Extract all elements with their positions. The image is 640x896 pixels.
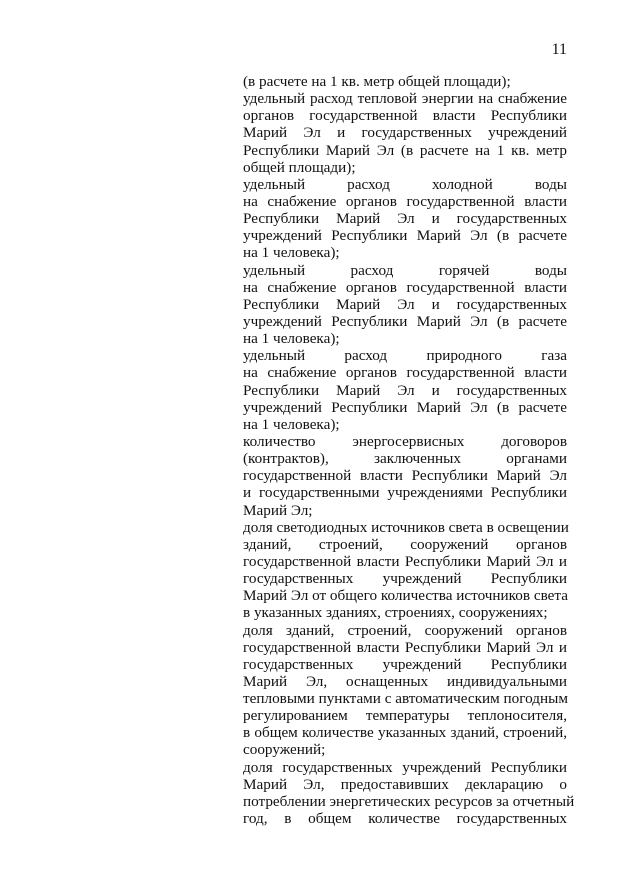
text-line: на 1 человека); [243,244,340,262]
text-line: сооружений; [243,741,326,759]
text-line: удельный расход холодной воды [243,175,567,193]
text-line: в общем количестве указанных зданий, строений, [243,724,567,742]
text-line: удельный расход горячей воды [243,261,567,279]
text-line: регулированием температуры теплоносителя, [243,707,567,725]
page-number: 11 [551,41,567,58]
text-line: органов государственной власти Республики [243,107,567,125]
text-line: год, в общем количестве государственных [243,810,567,828]
text-line: количество энергосервисных договоров [243,432,567,450]
text-line: на 1 человека); [243,415,340,433]
text-line: зданий, строений, сооружений органов [243,535,567,553]
text-line: учреждений Республики Марий Эл (в расчете [243,398,567,416]
text-line: учреждений Республики Марий Эл (в расчете [243,312,567,330]
text-line: государственной власти Республики Марий Эл и [243,552,567,570]
body-text [243,73,575,828]
text-line: учреждений Республики Марий Эл (в расчете [243,227,567,245]
text-line: тепловыми пунктами с автоматическим погодным [243,690,568,708]
text-line: доля государственных учреждений Республики [243,758,567,776]
text-line: государственной власти Республики Марий Эл [243,467,567,485]
text-line: (в расчете на 1 кв. метр общей площади); [243,73,511,90]
text-line: доля светодиодных источников света в освещении [243,518,569,536]
text-line: потреблении энергетических ресурсов за отчетный [243,792,575,810]
text-line: общей площади); [243,158,356,176]
text-line: государственных учреждений Республики [243,570,567,588]
text-line: удельный расход тепловой энергии на снабжение [243,90,567,108]
text-line: Марий Эл, оснащенных индивидуальными [243,672,567,690]
text-line: на снабжение органов государственной власти [243,278,567,296]
text-line: доля зданий, строений, сооружений органов [243,621,567,639]
text-line: Республики Марий Эл и государственных [243,295,567,313]
text-line: на снабжение органов государственной власти [243,364,567,382]
text-line: Марий Эл и государственных учреждений [243,124,567,142]
text-line: Марий Эл от общего количества источников света [243,587,568,605]
text-line: на 1 человека); [243,330,340,348]
text-line: Марий Эл, предоставивших декларацию о [243,775,567,793]
text-line: государственных учреждений Республики [243,655,567,673]
text-line: (контрактов), заключенных органами [243,450,567,468]
text-line: и государственными учреждениями Республики [243,484,567,502]
text-line: удельный расход природного газа [243,347,567,365]
text-line: Республики Марий Эл и государственных [243,381,567,399]
text-line: в указанных зданиях, строениях, сооружениях; [243,604,548,622]
text-line: Республики Марий Эл и государственных [243,210,567,228]
text-line: Марий Эл; [243,501,313,519]
text-line: государственной власти Республики Марий Эл и [243,638,567,656]
text-line: на снабжение органов государственной власти [243,192,567,210]
text-line: Республики Марий Эл (в расчете на 1 кв. метр [243,141,567,159]
